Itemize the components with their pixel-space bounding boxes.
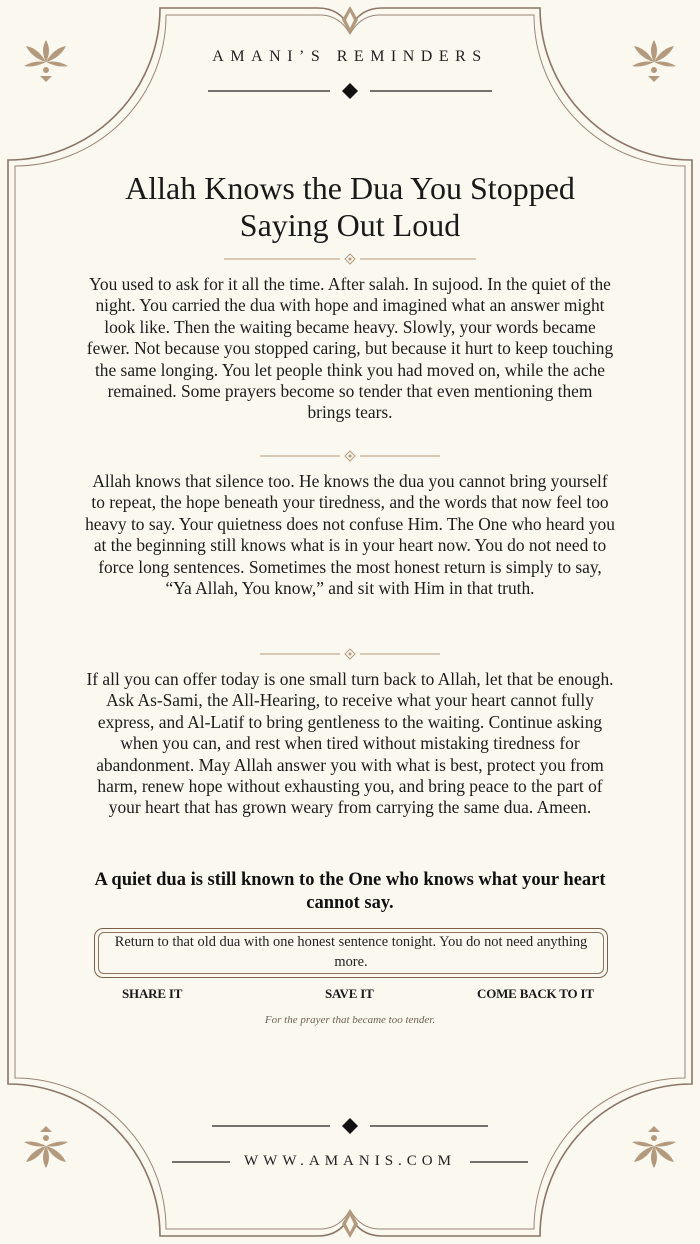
closing-quote: A quiet dua is still known to the One who knows what your heart cannot say. — [94, 870, 606, 913]
come-back-button[interactable]: COME BACK TO IT — [477, 986, 594, 1001]
footer-diamond-icon — [342, 1118, 358, 1134]
brand-name: AMANI’S REMINDERS — [212, 48, 488, 65]
share-button[interactable]: SHARE IT — [122, 986, 183, 1001]
header-rule — [208, 83, 492, 99]
paragraph-1: You used to ask for it all the time. After salah. In sujood. In the quiet of the night. You carried the dua with hope and imagined what an answer might look like. Then the waiting became heavy. Slowly, your words became fewer. Not because you stopped caring, but because it hurt to keep touching the same longing. You let people think you had moved on, while the ache remained. Some prayers become so tender that even mentioning them brings tears. — [86, 274, 614, 423]
tip-text: Return to that old dua with one honest sentence tonight. You do not need anything more. — [114, 934, 588, 970]
save-button[interactable]: SAVE IT — [325, 986, 374, 1001]
page-title — [80, 170, 620, 244]
tip-box — [94, 928, 608, 978]
title-line-1: Allah Knows the Dua You Stopped — [125, 170, 575, 206]
header-diamond-icon — [342, 83, 358, 99]
website-link[interactable]: WWW.AMANIS.COM — [244, 1153, 456, 1169]
footnote: For the prayer that became too tender. — [264, 1014, 436, 1026]
paragraph-2: Allah knows that silence too. He knows the dua you cannot bring yourself to repeat, the hope beneath your tiredness, and the words that now feel too heavy to say. Your quietness does not confuse Him. The One who heard you at the beginning still knows what is in your heart now. You do not need to force long sentences. Sometimes the most honest return is simply to say, “Ya Allah, You know,” and sit with Him in that truth. — [85, 471, 615, 599]
bottom-ornament-icon — [342, 1210, 358, 1238]
title-line-2: Saying Out Loud — [239, 207, 461, 243]
paragraph-3: If all you can offer today is one small turn back to Allah, let that be enough. Ask As-Sami, the All-Hearing, to receive what your heart cannot fully express, and Al-Latif to bring gentleness to the waiting. Continue asking when you can, and rest when tired without mistaking tiredness for abandonment. May Allah answer you with what is best, protect you from harm, renew hope without exhausting you, and bring peace to the part of your heart that has grown weary from carrying the same dua. Ameen. — [86, 669, 614, 818]
top-ornament-icon — [342, 6, 358, 34]
